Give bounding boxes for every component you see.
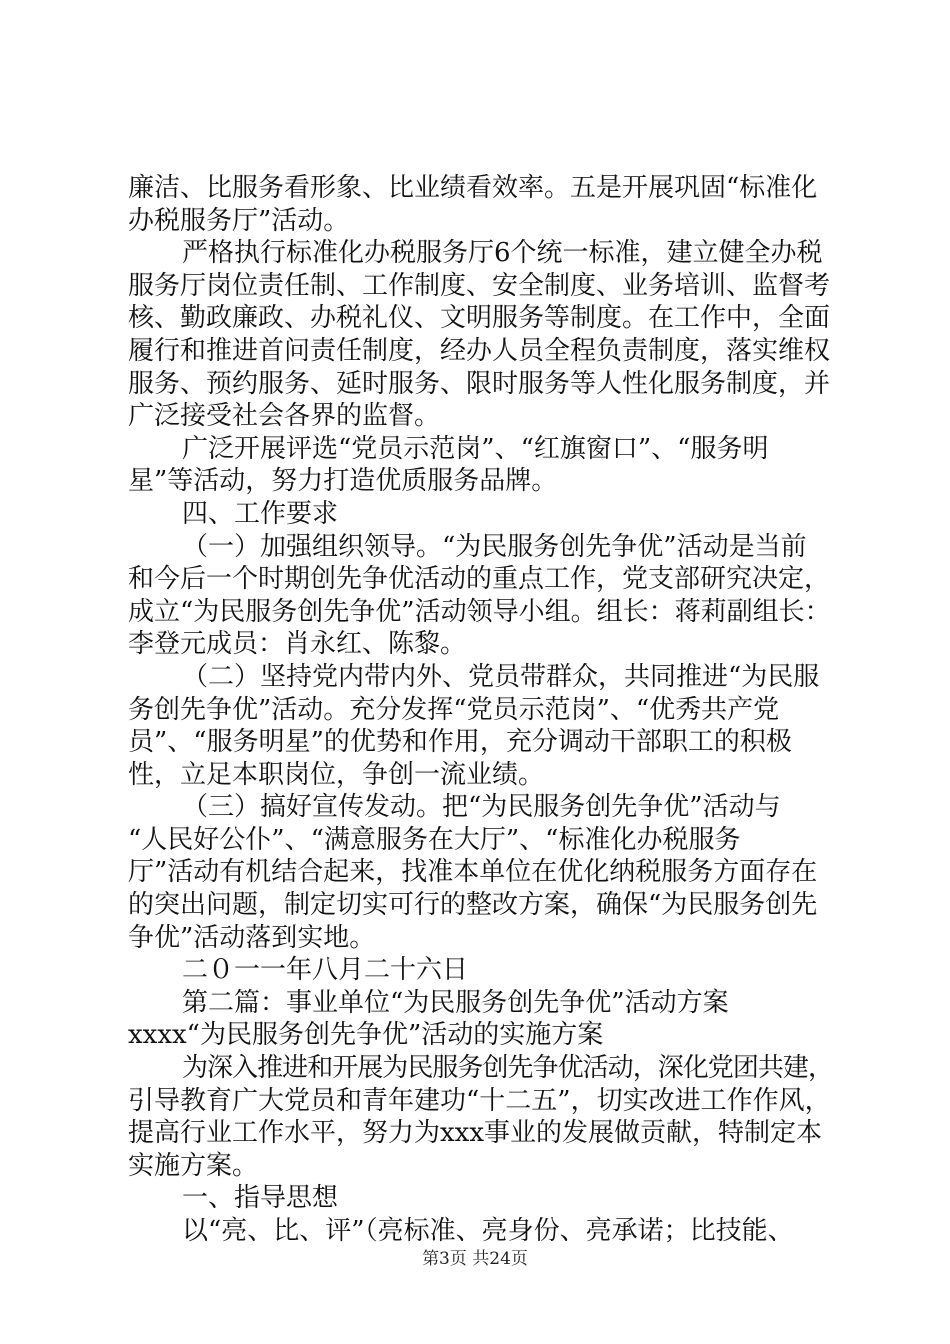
text-line: 实施方案。 bbox=[128, 1150, 259, 1181]
text-line: 以“亮、比、评”（亮标准、亮身份、亮承诺；比技能、 bbox=[182, 1216, 794, 1246]
text-line: 的突出问题，制定切实可行的整改方案，确保“为民服务创先 bbox=[128, 890, 818, 921]
text-line: 核、勤政廉政、办税礼仪、文明服务等制度。在工作中，全面 bbox=[128, 303, 831, 334]
text-line: 争优”活动落到实地。 bbox=[128, 922, 376, 953]
text-line: 和今后一个时期创先争优活动的重点工作，党支部研究决定， bbox=[128, 564, 831, 595]
text-line: 办税服务厅”活动。 bbox=[128, 205, 350, 236]
text-line: 员”、“服务明星”的优势和作用，充分调动干部职工的积极 bbox=[128, 727, 792, 758]
text-line: 二０一一年八月二十六日 bbox=[182, 955, 469, 986]
text-line: 务创先争优”活动。充分发挥“党员示范岗”、“优秀共产党 bbox=[128, 694, 780, 725]
text-line: 服务、预约服务、延时服务、限时服务等人性化服务制度，并 bbox=[128, 368, 831, 399]
text-line: 成立“为民服务创先争优”活动领导小组。组长：蒋莉副组长： bbox=[128, 596, 831, 627]
text-line: “人民好公仆”、“满意服务在大厅”、“标准化办税服务 bbox=[128, 824, 741, 855]
text-line: 李登元成员：肖永红、陈黎。 bbox=[128, 629, 467, 660]
text-line: 广泛开展评选“党员示范岗”、“红旗窗口”、“服务明 bbox=[182, 433, 769, 464]
text-line: 四、工作要求 bbox=[182, 498, 339, 529]
text-line: （二）坚持党内带内外、党员带群众，共同推进“为民服 bbox=[182, 661, 820, 692]
text-line: 履行和推进首问责任制度，经办人员全程负责制度，落实维权 bbox=[128, 335, 831, 366]
text-line: 星”等活动，努力打造优质服务品牌。 bbox=[128, 466, 558, 497]
text-line: 为深入推进和开展为民服务创先争优活动，深化党团共建， bbox=[182, 1053, 834, 1084]
text-line: （一）加强组织领导。“为民服务创先争优”活动是当前 bbox=[182, 531, 807, 562]
text-line: 性，立足本职岗位，争创一流业绩。 bbox=[128, 759, 545, 790]
text-line: （三）搞好宣传发动。把“为民服务创先争优”活动与 bbox=[182, 792, 781, 823]
text-line: 提高行业工作水平，努力为xxx事业的发展做贡献，特制定本 bbox=[128, 1118, 822, 1149]
document-body bbox=[128, 172, 833, 1248]
text-line: 厅”活动有机结合起来，找准本单位在优化纳税服务方面存在 bbox=[128, 857, 818, 888]
text-line: 一、指导思想 bbox=[182, 1183, 339, 1214]
text-line: xxxx“为民服务创先争优”活动的实施方案 bbox=[128, 1020, 604, 1051]
text-line: 严格执行标准化办税服务厅6个统一标准，建立健全办税 bbox=[182, 238, 823, 269]
text-line: 广泛接受社会各界的监督。 bbox=[128, 401, 441, 432]
page-footer: 第3页 共24页 bbox=[422, 1249, 528, 1269]
text-line: 第二篇：事业单位“为民服务创先争优”活动方案 bbox=[182, 987, 729, 1018]
text-line: 服务厅岗位责任制、工作制度、安全制度、业务培训、监督考 bbox=[128, 270, 831, 301]
text-line: 引导教育广大党员和青年建功“十二五”，切实改进工作作风， bbox=[128, 1085, 831, 1116]
text-line: 廉洁、比服务看形象、比业绩看效率。五是开展巩固“标准化 bbox=[128, 173, 818, 203]
